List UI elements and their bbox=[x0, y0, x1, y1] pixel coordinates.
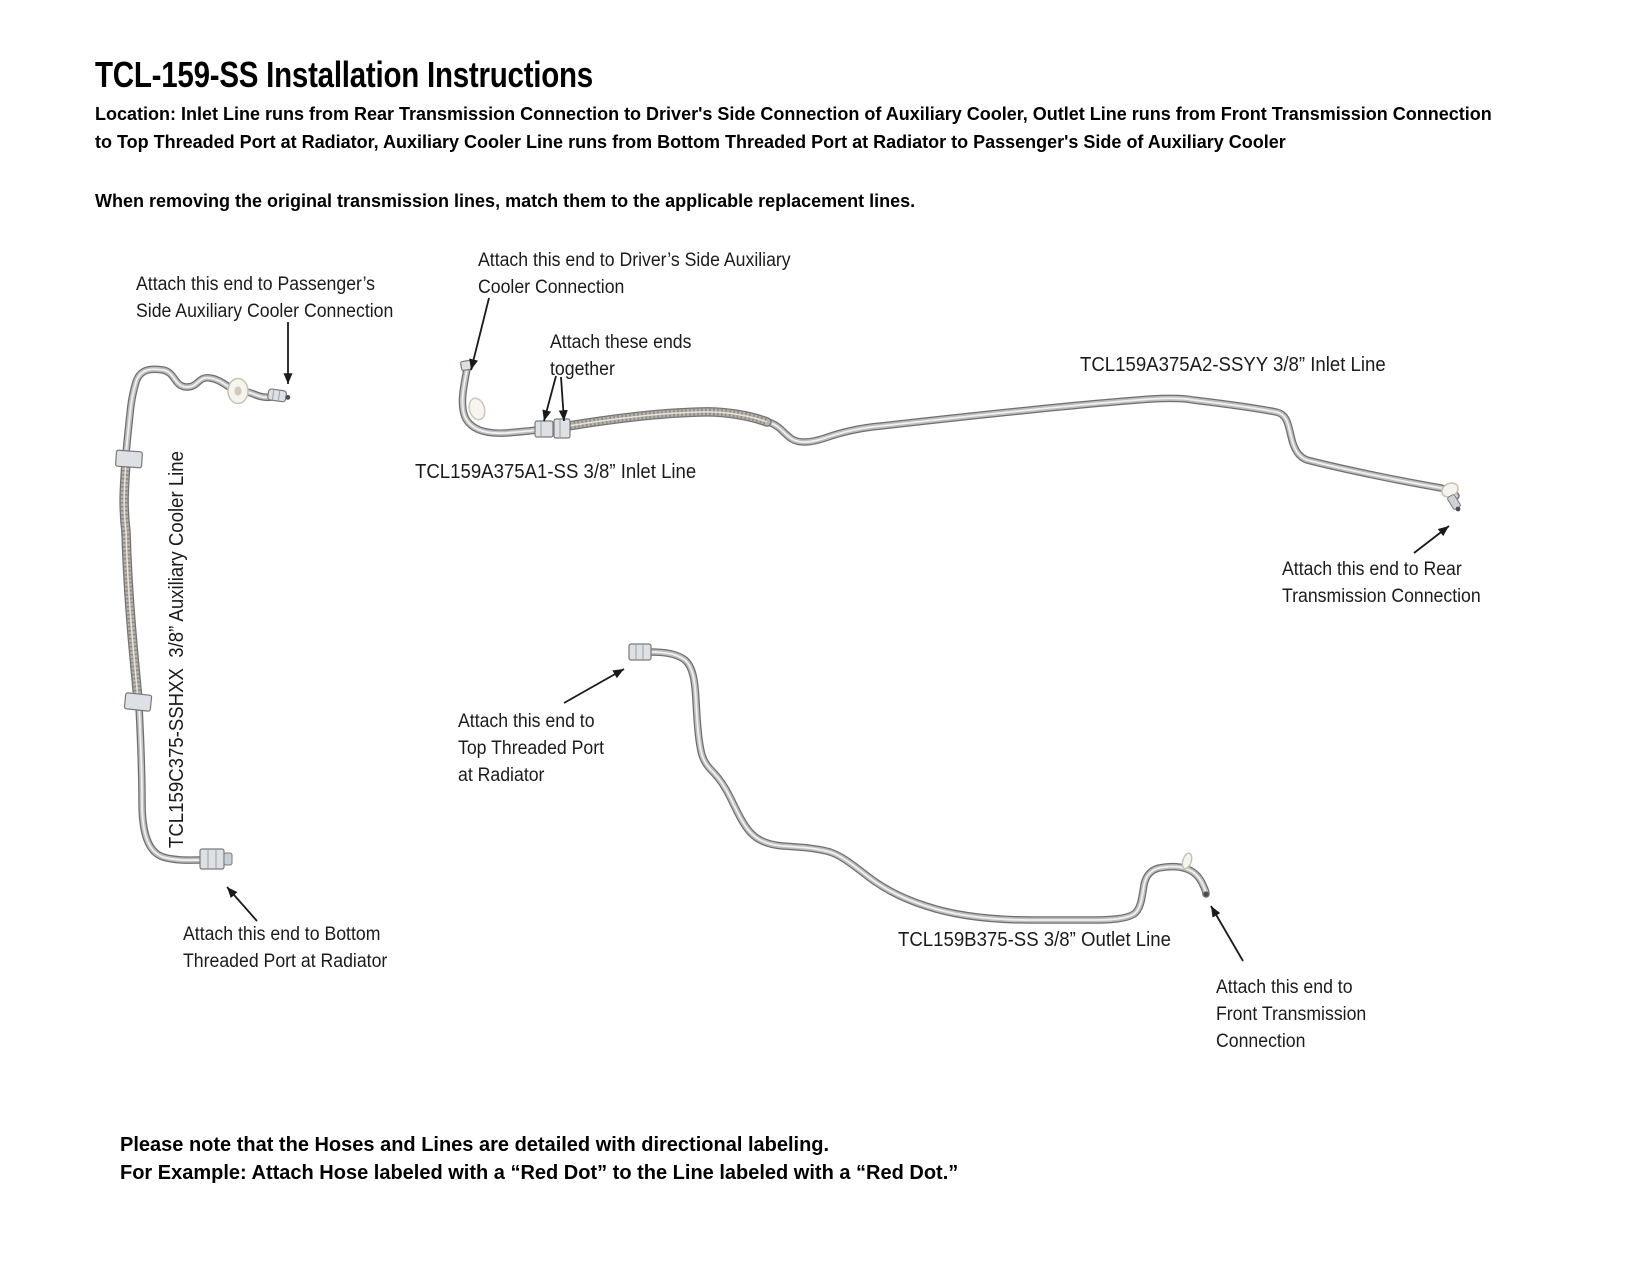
removal-note: When removing the original transmission lines, match them to the applicable replacement lines. bbox=[95, 191, 916, 211]
inlet-a1-retainer bbox=[467, 396, 487, 421]
arrow-bottom-port-end bbox=[227, 887, 257, 921]
arrow-driver-end bbox=[471, 298, 489, 370]
annotation-front-transmission: Attach this end to Front Transmission Connection bbox=[1216, 977, 1367, 1052]
annotation-rear-transmission: Attach this end to Rear Transmission Connection bbox=[1282, 559, 1481, 607]
arrow-together-right bbox=[561, 377, 564, 421]
annotation-driver-connection: Attach this end to Driver’s Side Auxiliary Cooler Connection bbox=[478, 250, 791, 298]
outlet-top-threaded-fitting bbox=[629, 644, 651, 660]
annotation-attach-together: Attach these ends together bbox=[550, 332, 692, 380]
page-title: TCL-159-SS Installation Instructions bbox=[95, 54, 593, 95]
inlet-a2-female-fitting bbox=[554, 419, 570, 438]
label-inlet-line-a2: TCL159A375A2-SSYY 3/8” Inlet Line bbox=[1080, 354, 1386, 376]
inlet-a1-male-fitting bbox=[535, 421, 553, 437]
aux-line-bottom-threaded-fitting bbox=[200, 849, 232, 869]
outlet-line-tube bbox=[650, 652, 1206, 920]
annotation-top-threaded-port: Attach this end to Top Threaded Port at Radiator bbox=[458, 711, 605, 786]
label-outlet-line: TCL159B375-SS 3/8” Outlet Line bbox=[898, 929, 1171, 951]
aux-cooler-line-tube bbox=[124, 369, 272, 860]
aux-line-top-barb-fitting bbox=[267, 389, 291, 403]
aux-line-upper-collar-fitting bbox=[115, 450, 142, 468]
annotation-passenger-connection: Attach this end to Passenger’s Side Auxiliary Cooler Connection bbox=[136, 274, 394, 322]
footer-note-line1: Please note that the Hoses and Lines are detailed with directional labeling. bbox=[120, 1134, 830, 1156]
footer-note-line2: For Example: Attach Hose labeled with a “Red Dot” to the Line labeled with a “Red Dot.” bbox=[120, 1162, 959, 1184]
arrow-top-port-end bbox=[564, 669, 624, 703]
arrow-rear-end bbox=[1414, 526, 1449, 553]
aux-line-top-washer bbox=[228, 379, 248, 404]
arrow-front-end bbox=[1211, 906, 1243, 961]
annotation-bottom-threaded-port: Attach this end to Bottom Threaded Port at Radiator bbox=[183, 924, 388, 972]
footer-note bbox=[120, 1131, 958, 1187]
aux-line-lower-collar-fitting bbox=[124, 693, 152, 712]
label-inlet-line-a1: TCL159A375A1-SS 3/8” Inlet Line bbox=[415, 461, 697, 483]
label-aux-cooler-line: TCL159C375-SSHXX 3/8” Auxiliary Cooler Line bbox=[166, 451, 188, 848]
location-paragraph: Location: Inlet Line runs from Rear Transmission Connection to Driver's Side Connection of Auxiliary Cooler, Outlet Line runs from Front Transmission Connection to Top Threaded Port at Radiator, Auxiliary Cooler Line runs from Bottom Threaded Port at Radiator to Passenger's Side of Auxiliary Cooler bbox=[95, 104, 1492, 152]
